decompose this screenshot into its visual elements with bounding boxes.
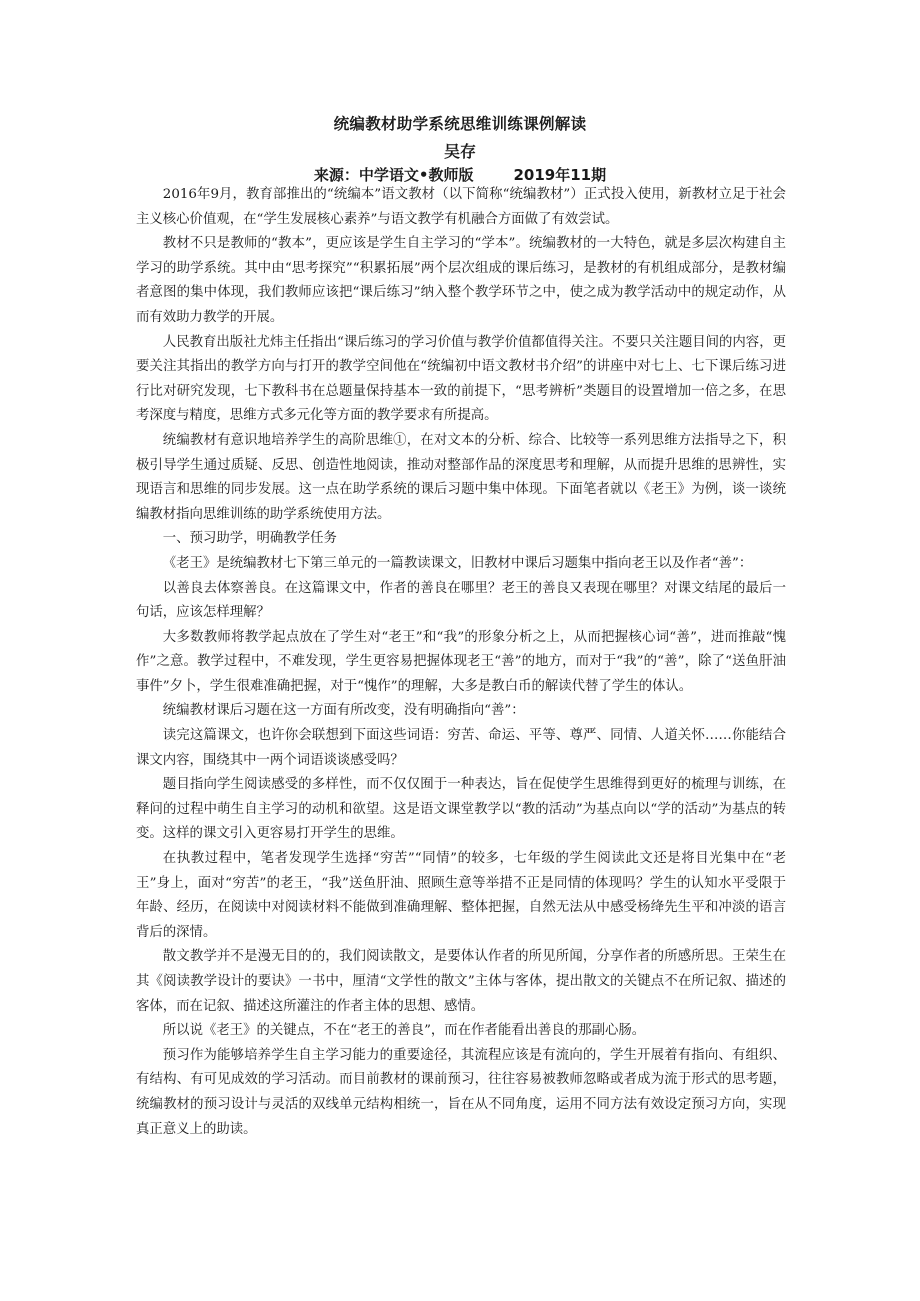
article-title: 统编教材助学系统思维训练课例解读: [333, 115, 587, 133]
paragraph: 教材不只是教师的“教本”，更应该是学生自主学习的“学本”。统编教材的一大特色，就是多层次构建自主学习的助学系统。其中由“思考探究”“积累拓展”两个层次组成的课后练习，是教材的有机组成部分，是教材编者意图的集中体现，我们教师应该把“课后练习”纳入整个教学环节之中，使之成为教学活动中的规定动作，从而有效助力教学的开展。: [136, 236, 786, 325]
issue-label: 2019年11期: [513, 166, 607, 184]
article-source: [0, 164, 920, 185]
article-body: [136, 183, 786, 1142]
paragraph: 统编教材课后习题在这一方面有所改变，没有明确指向“善”：: [162, 703, 525, 719]
paragraph: 预习作为能够培养学生自主学习能力的重要途径，其流程应该是有流向的，学生开展着有指向、有组织、有结构、有可见成效的学习活动。而目前教材的课前预习，往往容易被教师忽略或者成为流于形式的思考题，统编教材的预习设计与灵活的双线单元结构相统一，旨在从不同角度，运用不同方法有效设定预习方向，实现真正意义上的助读。: [136, 1047, 786, 1137]
section-heading: 一、预习助学，明确教学任务: [162, 531, 337, 547]
paragraph: 在执教过程中，笔者发现学生选择“穷苦”“同情”的较多，七年级的学生阅读此文还是将目光集中在“老王”身上，面对“穷苦”的老王，“我”送鱼肝油、照顾生意等举措不正是同情的体现吗？学生的认知水平受限于年龄、经历，在阅读中对阅读材料不能做到准确理解、整体把握，自然无法从中感受杨绛先生平和冲淡的语言背后的深情。: [136, 851, 786, 940]
paragraph: 2016年9月，教育部推出的“统编本”语文教材（以下简称“统编教材”）正式投入使用，新教材立足于社会主义核心价值观，在“学生发展核心素养”与语文教学有机融合方面做了有效尝试。: [136, 187, 786, 227]
paragraph: 题目指向学生阅读感受的多样性，而不仅仅囿于一种表达，旨在促使学生思维得到更好的梳理与训练，在释问的过程中萌生自主学习的动机和欲望。这是语文课堂教学以“教的活动”为基点向以“学的活动”为基点的转变。这样的课文引入更容易打开学生的思维。: [136, 777, 786, 842]
paragraph: 所以说《老王》的关键点，不在“老王的善良”，而在作者能看出善良的那副心肠。: [162, 1023, 646, 1039]
paragraph: 散文教学并不是漫无目的的，我们阅读散文，是要体认作者的所见所闻，分享作者的所感所思。王荣生在其《阅读教学设计的要诀》一书中，厘清“文学性的散文”主体与客体，提出散文的关键点不在所记叙、描述的客体，而在记叙、描述这所灌注的作者主体的思想、感情。: [136, 949, 786, 1014]
paragraph: 以善良去体察善良。在这篇课文中，作者的善良在哪里？老王的善良又表现在哪里？对课文结尾的最后一句话，应该怎样理解？: [136, 580, 786, 621]
paragraph: 读完这篇课文，也许你会联想到下面这些词语：穷苦、命运、平等、尊严、同情、人道关怀……你能结合课文内容，围绕其中一两个词语谈谈感受吗？: [136, 728, 786, 768]
paragraph: 大多数教师将教学起点放在了学生对“老王”和“我”的形象分析之上，从而把握核心词“善”，进而推敲“愧作”之意。教学过程中，不难发现，学生更容易把握体现老王“善”的地方，而对于“我”的“善”，除了“送鱼肝油事件”夕卜，学生很难准确把握，对于“愧作”的理解，大多是教白币的解读代替了学生的体认。: [136, 629, 786, 694]
paragraph: 《老王》是统编教材七下第三单元的一篇教读课文，旧教材中课后习题集中指向老王以及作者“善”：: [162, 555, 753, 571]
source-label: 来源：中学语文•教师版: [313, 166, 474, 184]
article-author: 吴存: [443, 142, 476, 161]
paragraph: 人民教育出版社尤炜主任指出“课后练习的学习价值与教学价值都值得关注。不要只关注题目间的内容，更要关注其指出的教学方向与打开的教学空间他在“统编初中语文教材书介绍”的讲座中对七上、七下课后练习进行比对研究发现，七下教科书在总题量保持基本一致的前提下，“思考辨析”类题目的设置增加一倍之多，在思考深度与精度，思维方式多元化等方面的教学要求有所提高。: [136, 334, 786, 424]
paragraph: 统编教材有意识地培养学生的高阶思维①，在对文本的分析、综合、比较等一系列思维方法指导之下，积极引导学生通过质疑、反思、创造性地阅读，推动对整部作品的深度思考和理解，从而提升思维的思辨性，实现语言和思维的同步发展。这一点在助学系统的课后习题中集中体现。下面笔者就以《老王》为例，谈一谈统编教材指向思维训练的助学系统使用方法。: [136, 432, 786, 522]
